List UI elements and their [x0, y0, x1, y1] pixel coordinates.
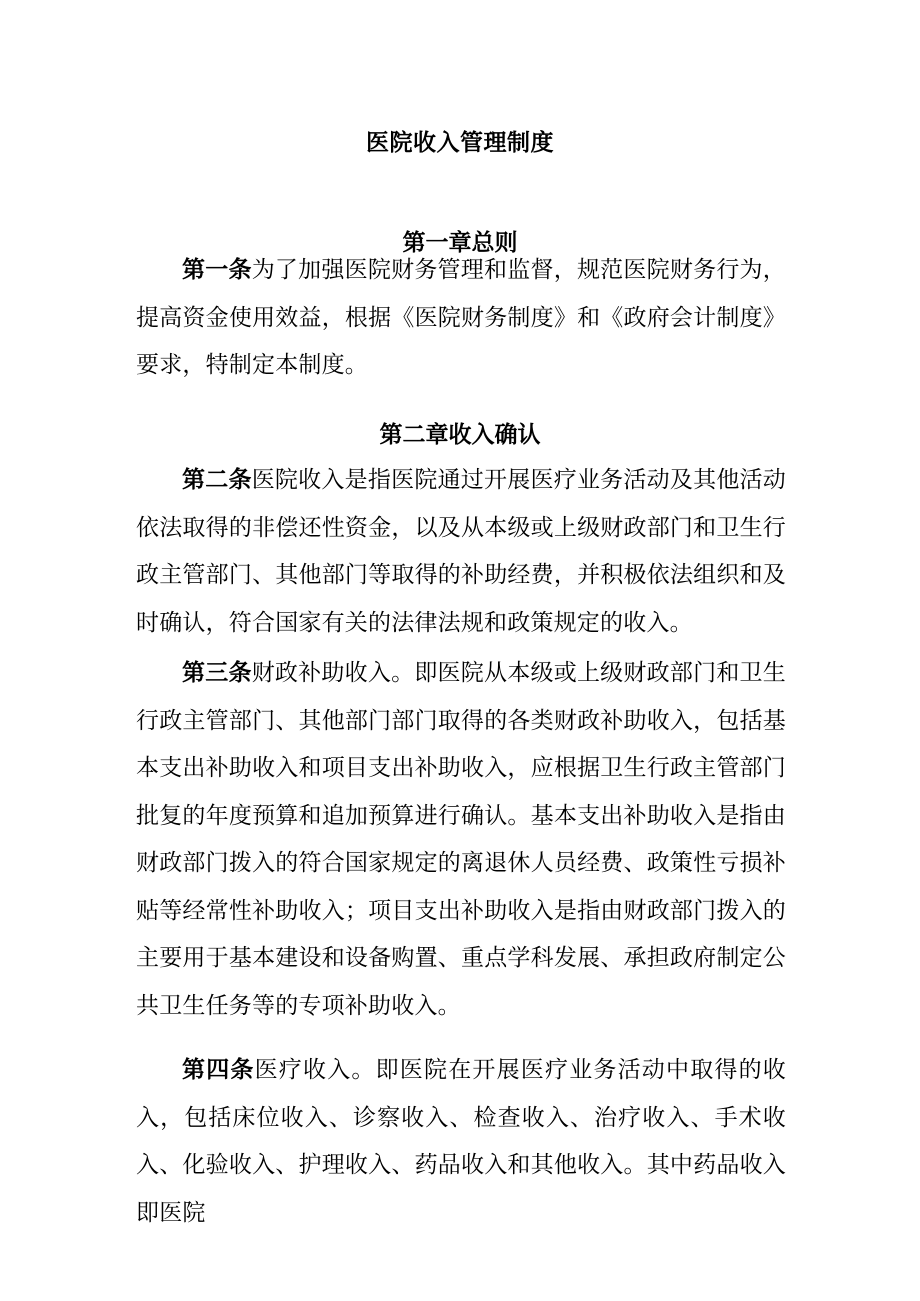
article-4-text: 医疗收入。即医院在开展医疗业务活动中取得的收入，包括床位收入、诊察收入、检查收入、治疗收入、手术收入、化验收入、护理收入、药品收入和其他收入。其中药品收入即医院	[136, 1057, 786, 1226]
article-3-text: 财政补助收入。即医院从本级或上级财政部门和卫生行政主管部门、其他部门部门取得的各类财政补助收入，包括基本支出补助收入和项目支出补助收入，应根据卫生行政主管部门批复的年度预算和追加预算进行确认。基本支出补助收入是指由财政部门拨入的符合国家规定的离退休人员经费、政策性亏损补贴等经常性补助收入；项目支出补助收入是指由财政部门拨入的主要用于基本建设和设备购置、重点学科发展、承担政府制定公共卫生任务等的专项补助收入。	[136, 660, 786, 1019]
article-1-text: 为了加强医院财务管理和监督，规范医院财务行为，提高资金使用效益，根据《医院财务制度》和《政府会计制度》要求，特制定本制度。	[136, 257, 786, 378]
article-2	[136, 457, 786, 647]
article-3-lead: 第三条	[182, 660, 252, 686]
article-1	[136, 247, 786, 390]
chapter-heading-2: 第二章收入确认	[379, 422, 541, 448]
article-3	[136, 650, 786, 1030]
article-1-lead: 第一条	[182, 257, 252, 283]
chapter-heading-1: 第一章总则	[402, 230, 518, 256]
page-title: 医院收入管理制度	[366, 130, 554, 156]
article-4	[136, 1047, 786, 1237]
article-4-lead: 第四条	[182, 1057, 255, 1083]
article-2-lead: 第二条	[182, 467, 252, 493]
article-2-text: 医院收入是指医院通过开展医疗业务活动及其他活动依法取得的非偿还性资金，以及从本级或上级财政部门和卫生行政主管部门、其他部门等取得的补助经费，并积极依法组织和及时确认，符合国家有关的法律法规和政策规定的收入。	[136, 467, 786, 636]
